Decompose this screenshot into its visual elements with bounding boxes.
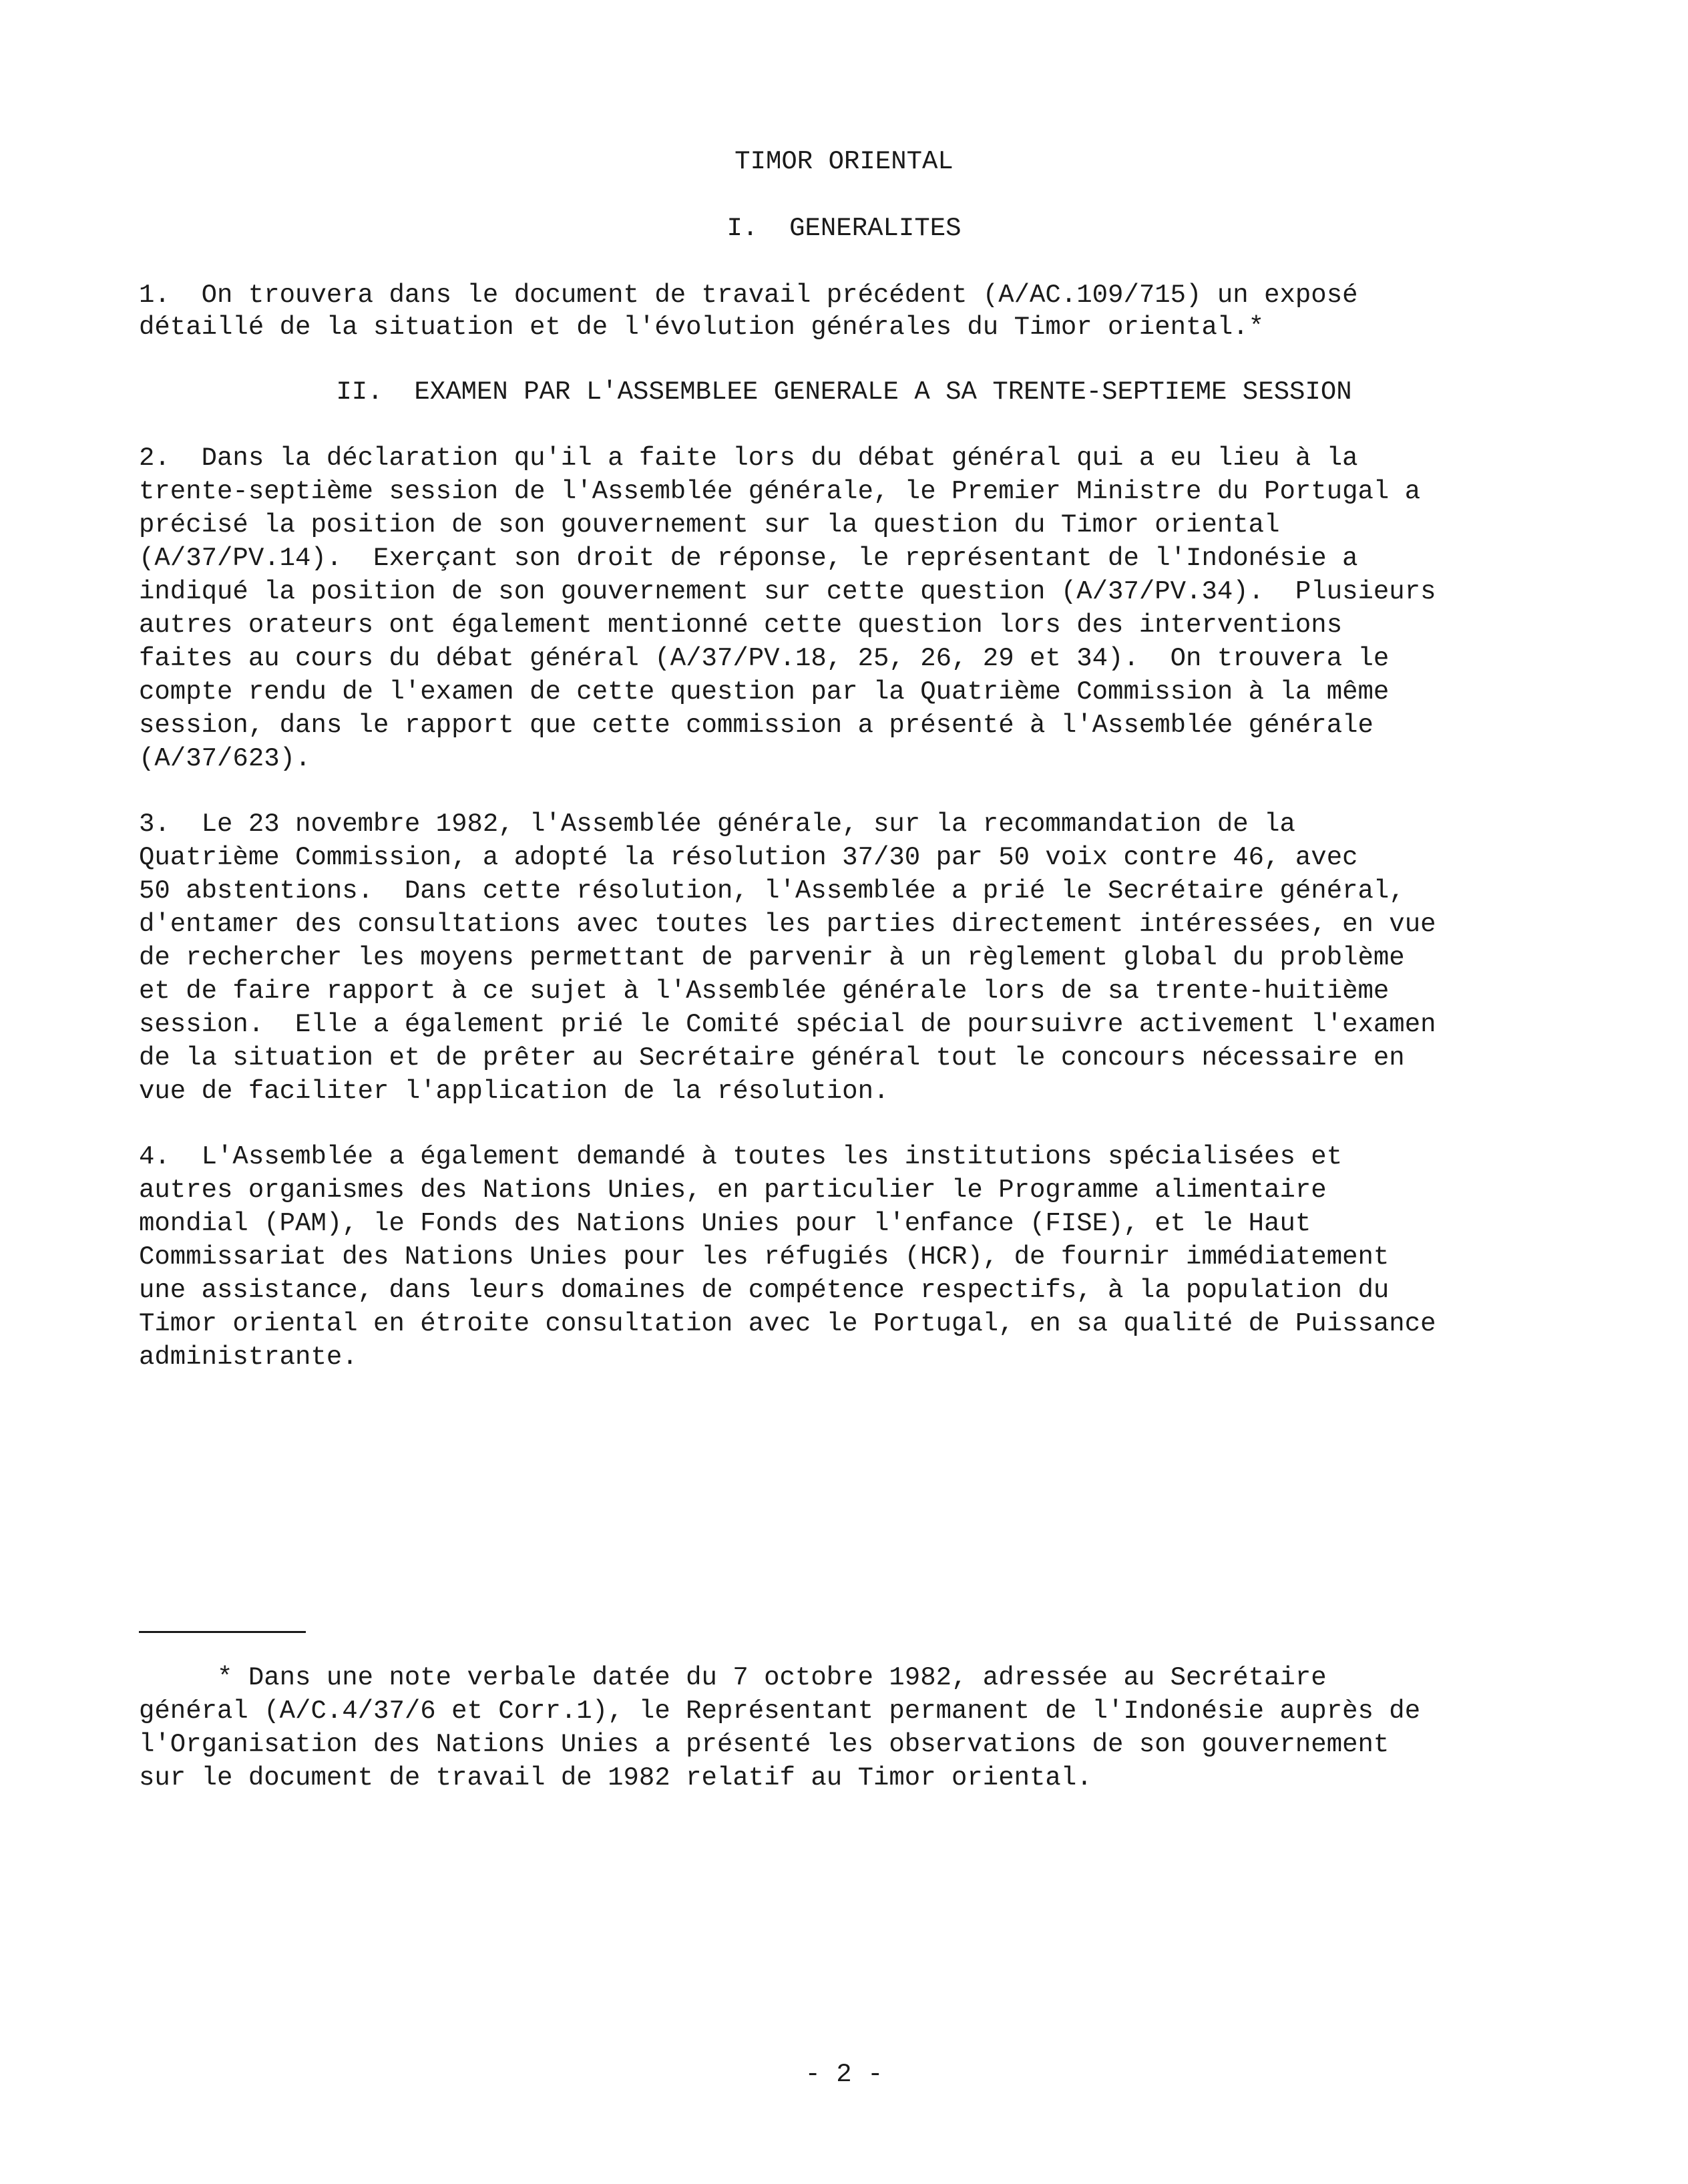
document-title: TIMOR ORIENTAL [734, 147, 954, 176]
paragraph-line: Quatrième Commission, a adopté la résolution 37/30 par 50 voix contre 46, avec [139, 843, 1358, 872]
footnote-line: * Dans une note verbale datée du 7 octobre 1982, adressée au Secrétaire [139, 1663, 1327, 1692]
paragraph-line: autres orateurs ont également mentionné cette question lors des interventions [139, 610, 1343, 640]
paragraph-line: de rechercher les moyens permettant de parvenir à un règlement global du problème [139, 943, 1405, 972]
paragraph-line: 1. On trouvera dans le document de travail précédent (A/AC.109/715) un exposé [139, 281, 1358, 310]
paragraph-line: session. Elle a également prié le Comité spécial de poursuivre activement l'examen [139, 1010, 1436, 1039]
footnote-line: général (A/C.4/37/6 et Corr.1), le Représentant permanent de l'Indonésie auprès de [139, 1696, 1421, 1726]
paragraph-line: d'entamer des consultations avec toutes les parties directement intéressées, en vue [139, 910, 1436, 939]
page-number: - 2 - [805, 2060, 883, 2089]
footnote-line: sur le document de travail de 1982 relatif au Timor oriental. [139, 1763, 1092, 1793]
section-heading-examen: II. EXAMEN PAR L'ASSEMBLEE GENERALE A SA TRENTE-SEPTIEME SESSION [336, 377, 1352, 407]
paragraph-line: faites au cours du débat général (A/37/PV.18, 25, 26, 29 et 34). On trouvera le [139, 644, 1390, 673]
paragraph-line: indiqué la position de son gouvernement sur cette question (A/37/PV.34). Plusieurs [139, 577, 1436, 606]
paragraph-line: 2. Dans la déclaration qu'il a faite lors du débat général qui a eu lieu à la [139, 443, 1358, 473]
paragraph-line: trente-septième session de l'Assemblée générale, le Premier Ministre du Portugal a [139, 477, 1421, 506]
paragraph-line: (A/37/PV.14). Exerçant son droit de réponse, le représentant de l'Indonésie a [139, 544, 1358, 573]
paragraph-line: précisé la position de son gouvernement sur la question du Timor oriental [139, 510, 1280, 540]
footnote-line: l'Organisation des Nations Unies a présenté les observations de son gouvernement [139, 1730, 1390, 1759]
paragraph-line: autres organismes des Nations Unies, en particulier le Programme alimentaire [139, 1175, 1327, 1205]
paragraph-line: détaillé de la situation et de l'évolution générales du Timor oriental.* [139, 313, 1265, 342]
paragraph-line: vue de faciliter l'application de la résolution. [139, 1077, 889, 1106]
paragraph-line: et de faire rapport à ce sujet à l'Assemblée générale lors de sa trente-huitième [139, 976, 1390, 1006]
paragraph-line: une assistance, dans leurs domaines de compétence respectifs, à la population du [139, 1276, 1390, 1305]
paragraph-line: compte rendu de l'examen de cette question par la Quatrième Commission à la même [139, 677, 1390, 707]
paragraph-line: mondial (PAM), le Fonds des Nations Unies pour l'enfance (FISE), et le Haut [139, 1209, 1311, 1238]
paragraph-line: 50 abstentions. Dans cette résolution, l'Assemblée a prié le Secrétaire général, [139, 876, 1405, 906]
paragraph-line: session, dans le rapport que cette commission a présenté à l'Assemblée générale [139, 711, 1374, 740]
paragraph-line: administrante. [139, 1342, 358, 1372]
footnote-divider [139, 1631, 306, 1633]
section-heading-generalites: I. GENERALITES [726, 214, 962, 243]
paragraph-line: (A/37/623). [139, 744, 311, 773]
paragraph-line: de la situation et de prêter au Secrétaire général tout le concours nécessaire en [139, 1043, 1405, 1073]
paragraph-line: Commissariat des Nations Unies pour les réfugiés (HCR), de fournir immédiatement [139, 1242, 1390, 1272]
paragraph-line: Timor oriental en étroite consultation avec le Portugal, en sa qualité de Puissance [139, 1309, 1436, 1338]
paragraph-line: 3. Le 23 novembre 1982, l'Assemblée générale, sur la recommandation de la [139, 809, 1295, 839]
paragraph-line: 4. L'Assemblée a également demandé à toutes les institutions spécialisées et [139, 1142, 1343, 1171]
